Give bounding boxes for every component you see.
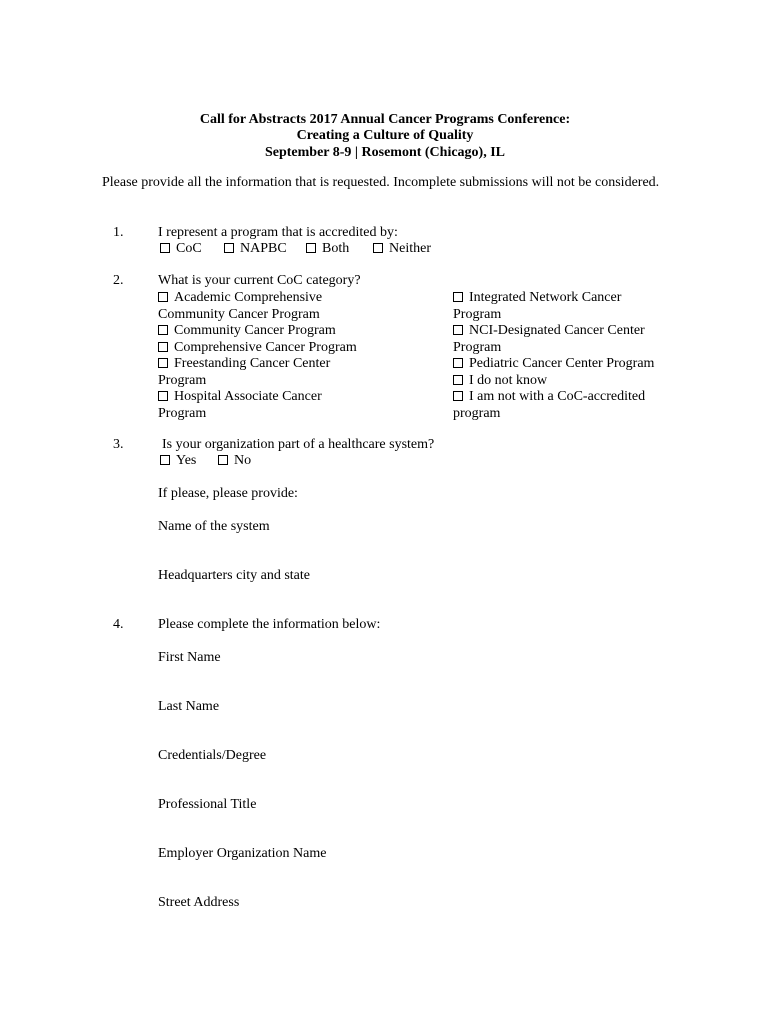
q1-option-neither[interactable]: Neither <box>373 241 431 258</box>
q2-right-options <box>453 290 713 422</box>
field-last-name: Last Name <box>158 699 220 714</box>
checkbox-icon[interactable] <box>224 243 234 253</box>
checkbox-icon[interactable] <box>218 455 228 465</box>
q2-option[interactable]: Hospital Associate Cancer Program <box>158 389 322 421</box>
q1-number: 1. <box>113 225 124 240</box>
checkbox-icon[interactable] <box>160 243 170 253</box>
field-credentials: Credentials/Degree <box>158 748 267 763</box>
checkbox-icon[interactable] <box>306 243 316 253</box>
q2-option[interactable]: Freestanding Cancer Center Program <box>158 356 331 388</box>
q2-option[interactable]: Comprehensive Cancer Program <box>158 340 398 357</box>
field-street-address: Street Address <box>158 895 240 910</box>
checkbox-icon[interactable] <box>158 391 168 401</box>
checkbox-icon[interactable] <box>453 292 463 302</box>
checkbox-icon[interactable] <box>158 325 168 335</box>
q3-option-yes[interactable]: Yes <box>160 453 218 470</box>
field-system-name: Name of the system <box>158 519 270 534</box>
checkbox-icon[interactable] <box>158 292 168 302</box>
q1-option-napbc[interactable]: NAPBC <box>224 241 306 258</box>
q3-number: 3. <box>113 437 124 452</box>
q2-option[interactable]: Academic Comprehensive Community Cancer Program <box>158 290 323 322</box>
checkbox-icon[interactable] <box>158 342 168 352</box>
field-professional-title: Professional Title <box>158 797 257 812</box>
title-line-3: September 8-9 | Rosemont (Chicago), IL <box>264 145 506 160</box>
q3-option-no[interactable]: No <box>218 453 251 470</box>
q1-option-both[interactable]: Both <box>306 241 373 258</box>
title-line-1: Call for Abstracts 2017 Annual Cancer Programs Conference: <box>199 112 571 127</box>
field-first-name: First Name <box>158 650 221 665</box>
title-line-2: Creating a Culture of Quality <box>296 128 474 143</box>
checkbox-icon[interactable] <box>373 243 383 253</box>
q2-option[interactable]: Integrated Network Cancer Program <box>453 290 622 322</box>
q2-option[interactable]: I do not know <box>453 373 713 390</box>
q1-question: I represent a program that is accredited by: <box>158 225 398 240</box>
q2-option[interactable]: Community Cancer Program <box>158 323 398 340</box>
checkbox-icon[interactable] <box>453 325 463 335</box>
q2-question: What is your current CoC category? <box>158 273 361 288</box>
q4-question: Please complete the information below: <box>158 617 381 632</box>
field-headquarters: Headquarters city and state <box>158 568 310 583</box>
checkbox-icon[interactable] <box>453 375 463 385</box>
q2-option[interactable]: I am not with a CoC-accredited program <box>453 389 646 421</box>
q1-options <box>160 241 431 258</box>
checkbox-icon[interactable] <box>158 358 168 368</box>
q2-option[interactable]: Pediatric Cancer Center Program <box>453 356 713 373</box>
q2-number: 2. <box>113 273 124 288</box>
q3-if-text: If please, please provide: <box>158 486 298 501</box>
q4-number: 4. <box>113 617 124 632</box>
checkbox-icon[interactable] <box>453 391 463 401</box>
q3-options <box>160 453 251 470</box>
q3-question: Is your organization part of a healthcare system? <box>162 437 435 452</box>
intro-text: Please provide all the information that is requested. Incomplete submissions will not be considered. <box>102 175 660 190</box>
q2-left-options <box>158 290 398 422</box>
checkbox-icon[interactable] <box>453 358 463 368</box>
checkbox-icon[interactable] <box>160 455 170 465</box>
q2-option[interactable]: NCI-Designated Cancer Center Program <box>453 323 645 355</box>
field-employer: Employer Organization Name <box>158 846 327 861</box>
q1-option-coc[interactable]: CoC <box>160 241 224 258</box>
